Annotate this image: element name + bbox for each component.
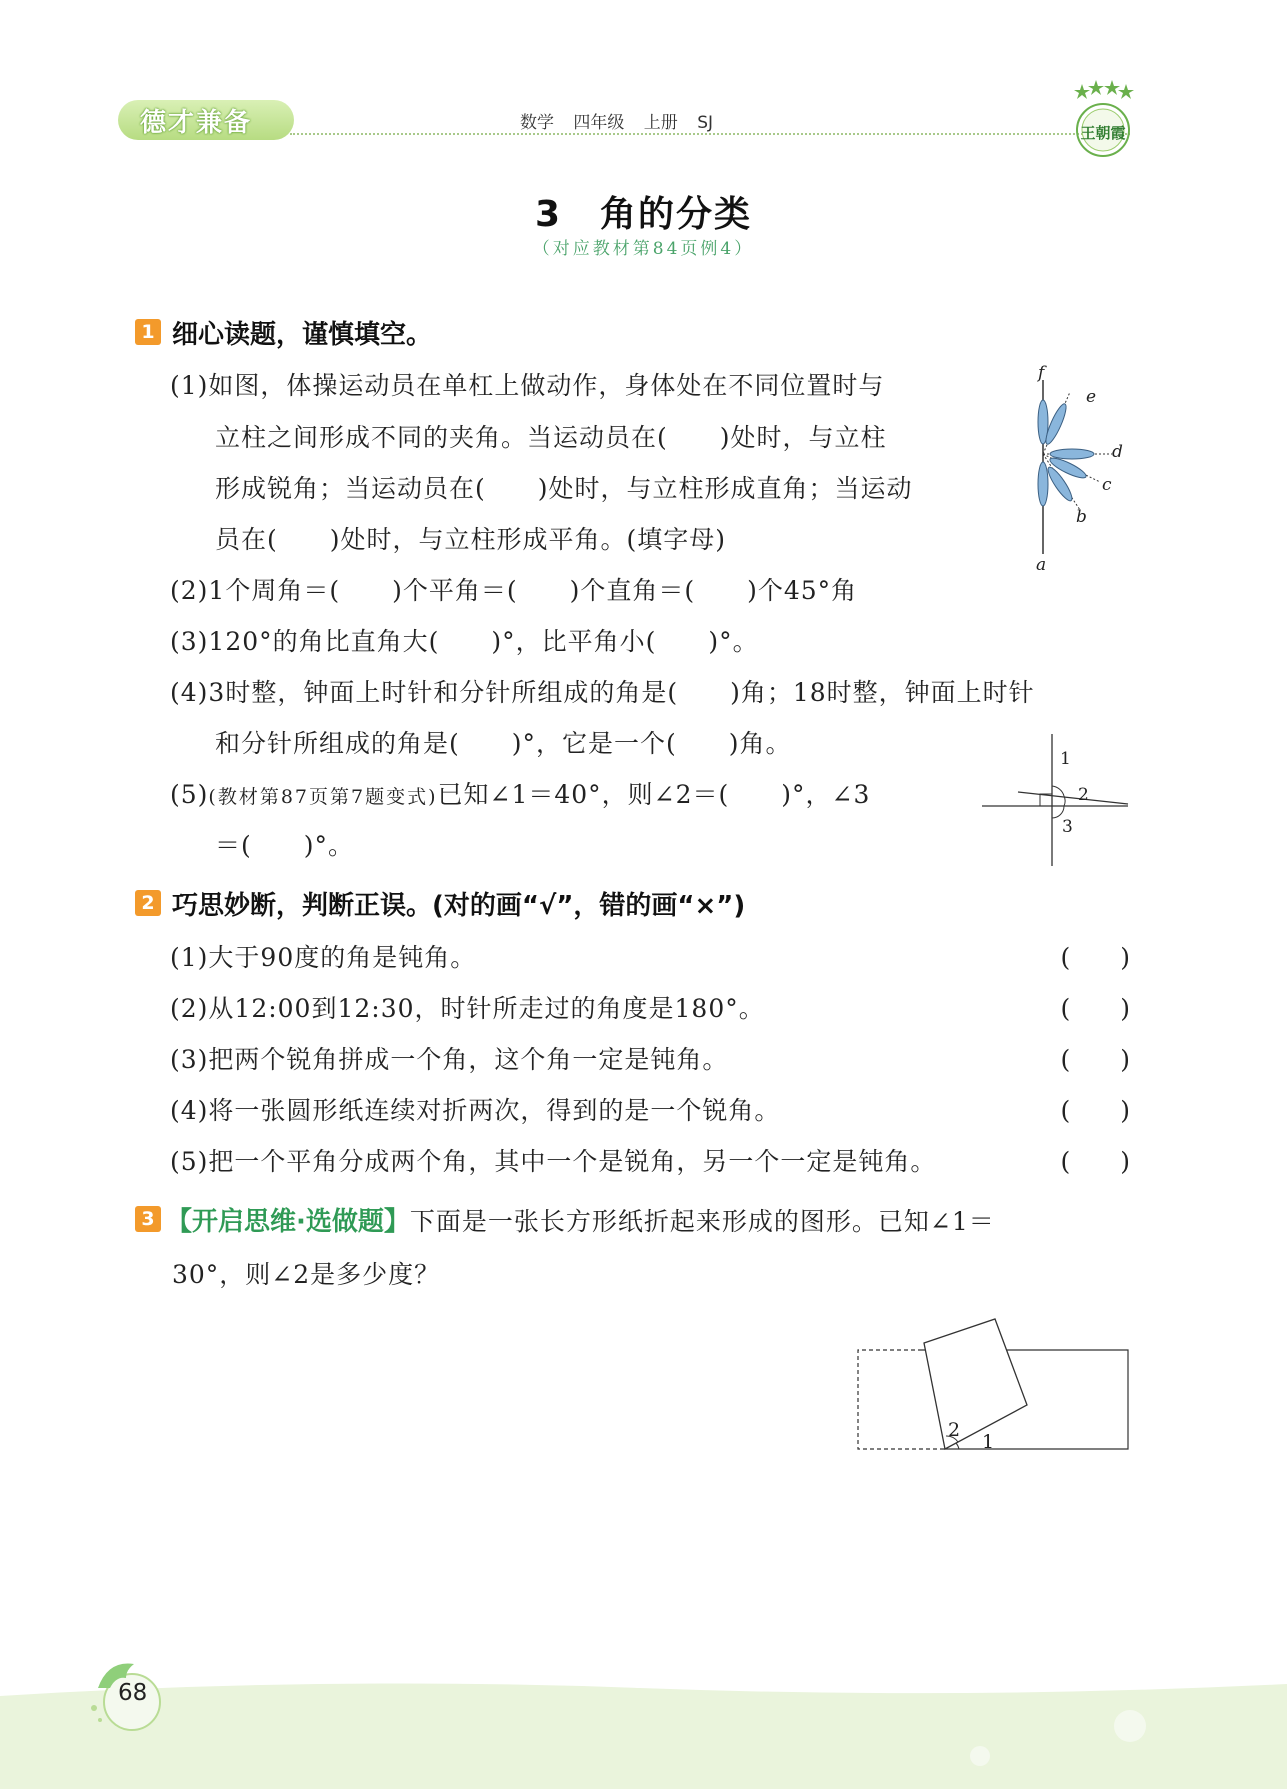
page-number: 68: [118, 1680, 148, 1706]
q5-line-1: [170, 775, 870, 811]
fig1-label-d: d: [1112, 442, 1123, 462]
fig1-label-b: b: [1076, 507, 1087, 527]
q4-line-2: 和分针所组成的角是( )°，它是一个( )角。: [215, 729, 792, 758]
q5-question: 已知∠1＝40°，则∠2＝( )°，∠3: [437, 780, 871, 809]
q1-line-2: 立柱之间形成不同的夹角。当运动员在( )处时，与立柱: [215, 423, 887, 452]
judge-item-1: (1)大于90度的角是钝角。: [170, 943, 477, 972]
judge-answer-box-3[interactable]: ( ): [1060, 1045, 1130, 1074]
judge-item-2: (2)从12:00到12:30，时针所走过的角度是180°。: [170, 994, 765, 1023]
q2-line: (2)1个周角＝( )个平角＝( )个直角＝( )个45°角: [170, 576, 858, 605]
header-subtitle: 数学 四年级 上册 SJ: [520, 113, 714, 133]
fig3-label-2: 2: [948, 1419, 961, 1441]
header-divider: [290, 133, 1130, 135]
q1-line-1: (1)如图，体操运动员在单杠上做动作，身体处在不同位置时与: [170, 371, 885, 400]
q5-line-2: ＝( )°。: [215, 831, 355, 860]
section-1-number: 1: [135, 319, 161, 345]
footer-wave: [0, 1676, 1287, 1789]
gymnast-figure: [1020, 362, 1140, 572]
fig2-label-2: 2: [1078, 785, 1089, 805]
fig2-label-3: 3: [1062, 817, 1073, 837]
judge-item-3: (3)把两个锐角拼成一个角，这个角一定是钝角。: [170, 1045, 729, 1074]
angle-figure: [978, 730, 1130, 870]
fig1-label-f: f: [1038, 363, 1045, 383]
folded-paper-figure: [854, 1316, 1130, 1452]
fig1-label-e: e: [1086, 387, 1097, 407]
page-title-reference: （对应教材第84页例4）: [532, 239, 755, 259]
page-title: 3 角的分类: [534, 194, 753, 235]
section-3-question-1: 下面是一张长方形纸折起来形成的图形。已知∠1＝: [409, 1207, 995, 1236]
judge-item-5: (5)把一个平角分成两个角，其中一个是锐角，另一个一定是钝角。: [170, 1147, 937, 1176]
fig1-label-a: a: [1036, 555, 1047, 572]
section-3-tag: 【开启思维·选做题】: [166, 1207, 410, 1237]
q5-textbook-note: (教材第87页第7题变式): [208, 786, 438, 808]
badge-text: 王朝霞: [1080, 124, 1126, 142]
q4-line-1: (4)3时整，钟面上时针和分针所组成的角是( )角；18时整，钟面上时针: [170, 678, 1035, 707]
section-1-title: 细心读题，谨慎填空。: [172, 320, 433, 350]
judge-answer-box-4[interactable]: ( ): [1060, 1096, 1130, 1125]
fig3-label-1: 1: [982, 1431, 995, 1452]
logo-text: 德才兼备: [140, 108, 253, 138]
judge-item-4: (4)将一张圆形纸连续对折两次，得到的是一个锐角。: [170, 1096, 781, 1125]
fig1-label-c: c: [1102, 475, 1112, 495]
section-3-heading: [166, 1201, 995, 1238]
section-2-number: 2: [135, 890, 161, 916]
section-3-number: 3: [135, 1206, 161, 1232]
badge-logo: [1066, 80, 1140, 162]
q5-prefix: (5): [170, 780, 209, 809]
header-logo: [118, 88, 294, 142]
q3-line: (3)120°的角比直角大( )°，比平角小( )°。: [170, 627, 759, 656]
q1-line-3: 形成锐角；当运动员在( )处时，与立柱形成直角；当运动: [215, 474, 913, 503]
section-2-title: 巧思妙断，判断正误。(对的画“√”，错的画“×”): [172, 891, 746, 921]
q1-line-4: 员在( )处时，与立柱形成平角。(填字母): [215, 525, 727, 554]
judge-answer-box-5[interactable]: ( ): [1060, 1147, 1130, 1176]
judge-answer-box-2[interactable]: ( ): [1060, 994, 1130, 1023]
fig2-label-1: 1: [1060, 749, 1071, 769]
judge-answer-box-1[interactable]: ( ): [1060, 943, 1130, 972]
section-3-question-2: 30°，则∠2是多少度？: [172, 1260, 441, 1289]
